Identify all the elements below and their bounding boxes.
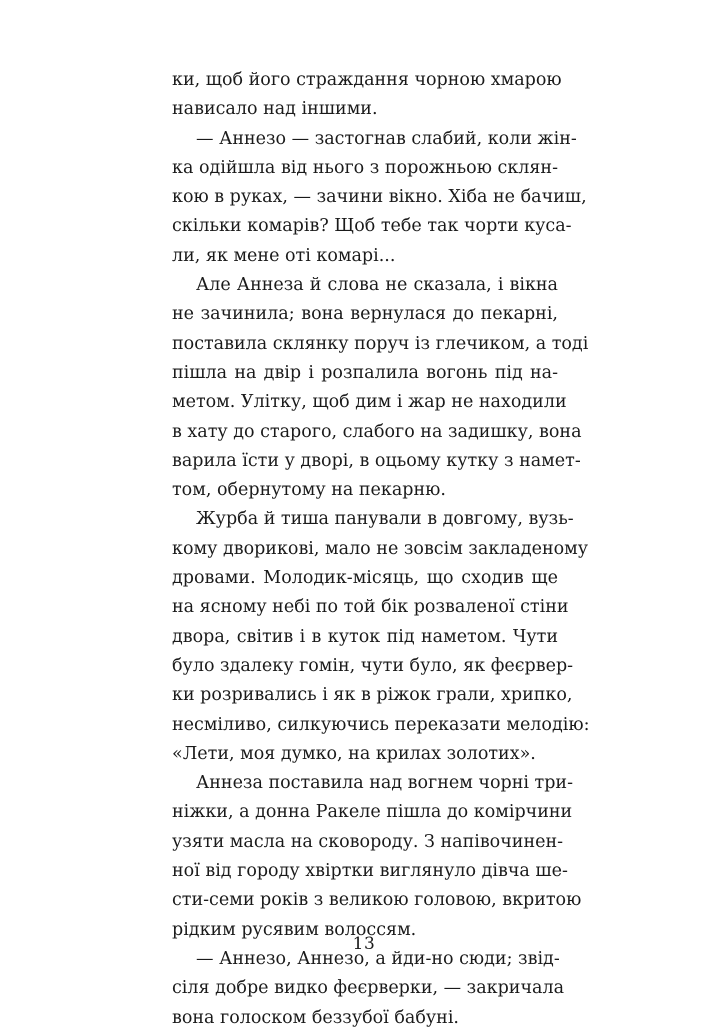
text-line: сіля добре видко феєрверки, — закричала <box>172 978 565 999</box>
text-line: нависало над іншими. <box>172 99 378 120</box>
text-line: не зачинила; вона вернулася до пекарні, <box>172 304 558 325</box>
page-number: 13 <box>352 934 376 954</box>
text-line: — Аннезо — застогнав слабий, коли жін- <box>196 128 577 149</box>
text-line: двора, світив і в куток під наметом. Чути <box>172 626 558 647</box>
text-line: «Лети, моя думко, на крилах золотих». <box>172 743 536 764</box>
text-line: ки розривались і як в ріжок грали, хрипко, <box>172 685 573 706</box>
body-text <box>172 66 590 1033</box>
text-line: сти-семи років з великою головою, вкритою <box>172 890 582 911</box>
text-line: варила їсти у дворі, в оцьому кутку з намет- <box>172 450 581 471</box>
text-line: Але Аннеза й слова не сказала, і вікна <box>196 275 558 296</box>
text-line: кому дворикові, мало не зовсім закладеному <box>172 538 589 559</box>
text-line: узяти масла на сковороду. З напівочинен- <box>172 831 564 852</box>
text-line: метом. Улітку, щоб дим і жар не находили <box>172 392 567 413</box>
text-line: ли, як мене оті комарі... <box>172 245 396 266</box>
text-line: ка одійшла від нього з порожньою склян- <box>172 157 558 178</box>
text-line: том, обернутому на пекарню. <box>172 480 446 501</box>
text-line: скільки комарів? Щоб тебе так чорти куса- <box>172 216 572 237</box>
text-line: несміливо, силкуючись переказати мелодію: <box>172 714 590 735</box>
text-line: Журба й тиша панували в довгому, вузь- <box>196 509 574 530</box>
text-line: дровами. Молодик-місяць, що сходив ще <box>172 568 558 589</box>
text-line: було здалеку гомін, чути було, як феєрвер- <box>172 655 574 676</box>
text-line: — Аннезо, Аннезо, а йди-но сюди; звід- <box>196 948 560 969</box>
text-line: ки, щоб його страждання чорною хмарою <box>172 70 562 90</box>
text-line: на ясному небі по той бік розваленої стіни <box>172 597 569 618</box>
text-line: кою в руках, — зачини вікно. Хіба не бачиш, <box>172 187 587 208</box>
text-line: вона голоском беззубої бабуні. <box>172 1007 459 1028</box>
text-line: Аннеза поставила над вогнем чорні три- <box>196 773 574 794</box>
text-line: поставила склянку поруч із глечиком, а тоді <box>172 333 589 354</box>
text-line: в хату до старого, слабого на задишку, вона <box>172 421 582 442</box>
text-line: рідким русявим волоссям. <box>172 919 417 940</box>
text-line: пішла на двір і розпалила вогонь під на- <box>172 362 558 383</box>
text-line: ної від городу хвіртки виглянуло дівча ше- <box>172 861 568 882</box>
text-line: ніжки, а донна Ракеле пішла до комірчини <box>172 802 573 823</box>
